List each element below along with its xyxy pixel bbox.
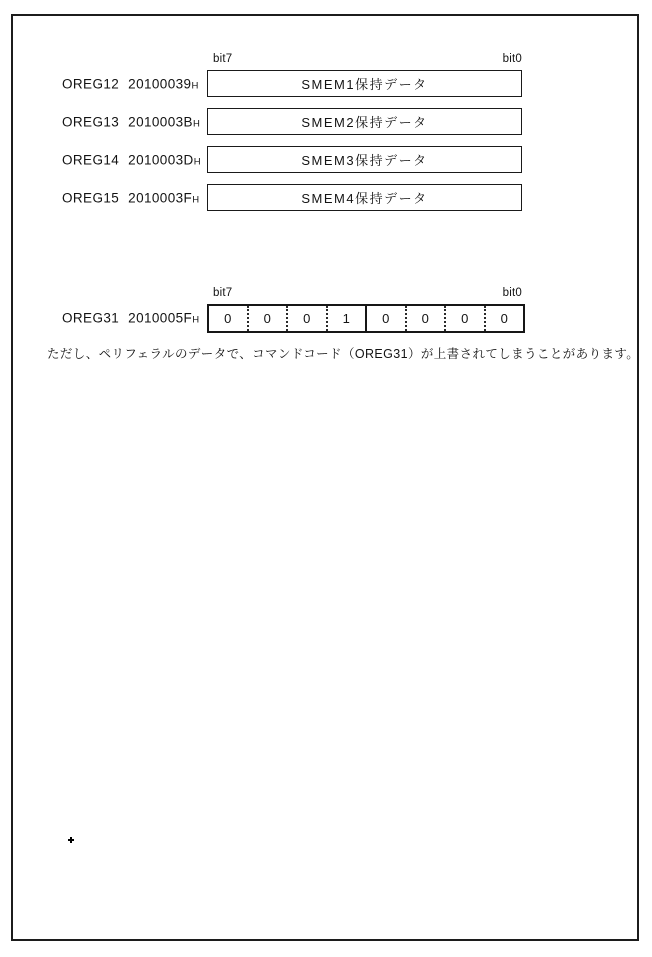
bit-cell-2: 0 xyxy=(407,306,447,331)
hex-suffix: H xyxy=(191,80,199,92)
register-label xyxy=(62,115,200,130)
bit-cell-5: 0 xyxy=(288,306,328,331)
hex-suffix: H xyxy=(192,314,200,326)
register-content: SMEM4保持データ xyxy=(301,191,428,206)
register-box xyxy=(207,108,522,135)
bit-cell-6: 0 xyxy=(249,306,289,331)
register-address: 2010005FH xyxy=(128,310,200,326)
bit-cell-4: 1 xyxy=(328,306,368,331)
register-address: 20100039H xyxy=(128,76,199,92)
register-address: 2010003FH xyxy=(128,190,200,206)
hex-suffix: H xyxy=(192,194,200,206)
register-content: SMEM2保持データ xyxy=(301,115,428,130)
register-address: 2010003DH xyxy=(128,152,201,168)
bit0-label: bit0 xyxy=(502,287,522,299)
bitfield-box xyxy=(207,304,525,333)
register-box xyxy=(207,146,522,173)
print-artifact-mark xyxy=(68,837,74,843)
hex-suffix: H xyxy=(193,156,201,168)
register-box xyxy=(207,184,522,211)
note-text: ただし、ペリフェラルのデータで、コマンドコード（OREG31）が上書されてしまうことがあります。 xyxy=(47,347,640,361)
register-label xyxy=(62,311,199,326)
register-row-oreg14 xyxy=(0,146,652,174)
register-row-oreg31 xyxy=(0,304,652,332)
register-content: SMEM1保持データ xyxy=(301,77,428,92)
register-content: SMEM3保持データ xyxy=(301,153,428,168)
register-name: OREG31 xyxy=(62,310,120,326)
register-label xyxy=(62,77,198,92)
register-row-oreg15 xyxy=(0,184,652,212)
bit-scale-oreg31 xyxy=(207,287,523,301)
register-address: 2010003BH xyxy=(128,114,200,130)
register-label xyxy=(62,191,199,206)
register-label xyxy=(62,153,201,168)
bit0-label: bit0 xyxy=(502,53,522,65)
bit-cell-7: 0 xyxy=(209,306,249,331)
bit-scale-top xyxy=(207,53,523,67)
bit-cell-3: 0 xyxy=(367,306,407,331)
register-name: OREG12 xyxy=(62,76,120,92)
register-row-oreg13 xyxy=(0,108,652,136)
bit7-label: bit7 xyxy=(213,287,233,299)
register-row-oreg12 xyxy=(0,70,652,98)
bit-cell-0: 0 xyxy=(500,311,508,326)
register-name: OREG13 xyxy=(62,114,120,130)
register-name: OREG14 xyxy=(62,152,120,168)
register-box xyxy=(207,70,522,97)
register-name: OREG15 xyxy=(62,190,120,206)
bit-cell-1: 0 xyxy=(446,306,486,331)
hex-suffix: H xyxy=(192,118,200,130)
bit7-label: bit7 xyxy=(213,53,233,65)
